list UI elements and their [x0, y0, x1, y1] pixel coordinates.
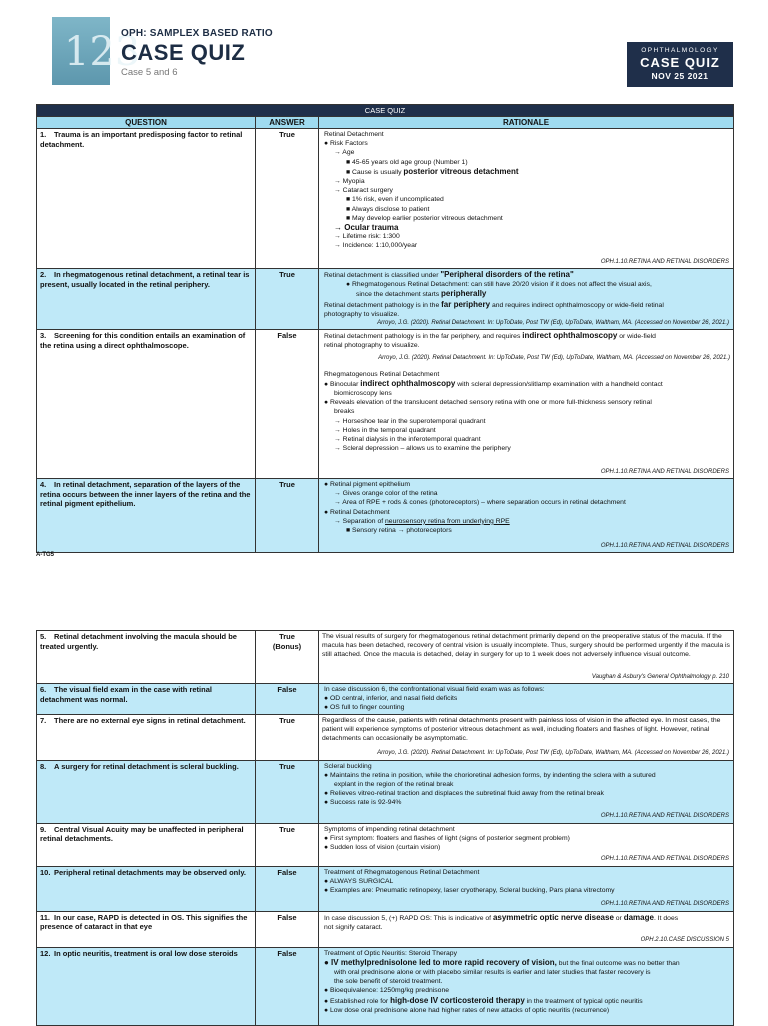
citation: Arroyo, J.G. (2020). Retinal Detachment. In: UpToDate, Post TW (Ed), UpToDate, Waltham, MA. (Accessed on November 26, 2021.): [377, 319, 729, 326]
table-row-8: [37, 760, 734, 823]
rationale-line: ● OD central, inferior, and nasal field deficits: [324, 695, 458, 703]
rationale-line: ● Retinal pigment epithelium: [324, 481, 411, 488]
table-row-9: [37, 823, 734, 866]
rationale-underline: neurosensory retina from underlying RPE: [385, 517, 510, 525]
rationale-line: ● Examples are: Pneumatic retinopexy, laser cryotherapy, Scleral bucking, Pars plana vitrectomy: [324, 887, 615, 895]
answer: True: [256, 823, 319, 866]
reference-tag: OPH.1.10.RETINA AND RETINAL DISORDERS: [600, 901, 729, 908]
rationale-line: ● Risk Factors: [324, 140, 368, 148]
rationale-text: since the detachment starts: [356, 291, 440, 299]
rationale-emphasis: peripherally: [441, 289, 487, 299]
rationale-line: with oral prednisone alone or with placebo similar results is earlier and later studies that faster recovery is: [334, 969, 651, 977]
answer: False: [256, 947, 319, 1025]
rationale-paragraph: Regardless of the cause, patients with retinal detachments present with painless loss of vision in the affected eye. In most cases, the patient will experience symptoms of posterior vitreous detachment as well, including floaters and flashes of light. However, retinal detachments can occasionally be asymptomatic.: [322, 716, 721, 743]
rationale-emphasis: asymmetric optic nerve disease: [492, 912, 614, 922]
rationale-emphasis: damage: [623, 912, 654, 922]
rationale-line: → Holes in the temporal quadrant: [334, 426, 436, 434]
rationale-line: breaks: [334, 408, 355, 416]
answer: False: [256, 866, 319, 911]
rationale-text: ■ Cause is usually: [346, 168, 402, 176]
rationale: [319, 330, 734, 479]
rationale-line: ● Sudden loss of vision (curtain vision): [324, 844, 441, 852]
rationale-line: ■ 1% risk, even if uncomplicated: [346, 196, 444, 204]
reference-tag: OPH.2.10.CASE DISCUSSION 5: [640, 937, 729, 944]
rationale-text: but the final outcome was no better than: [558, 959, 680, 967]
quiz-table-1: [36, 104, 734, 553]
rationale: [319, 269, 734, 330]
rationale: [319, 911, 734, 947]
badge-department: OPHTHALMOLOGY: [641, 47, 719, 54]
question-number: 4.: [40, 480, 47, 489]
rationale-line: ● Rhegmatogenous Retinal Detachment: can still have 20/20 vision if it does not affect the visual axis,: [346, 281, 652, 289]
question-text: Trauma is an important predisposing factor to retinal detachment.: [40, 130, 243, 149]
rationale-text: Retinal detachment pathology is in the: [324, 301, 440, 309]
table-row-12: [37, 947, 734, 1025]
question-number: 5.: [40, 632, 47, 641]
question-text: In retinal detachment, separation of the layers of the retina occurs between the inner layers of the retina and the retinal pigment epithelium.: [40, 480, 251, 508]
rationale-line: [322, 996, 730, 1006]
rationale-line: [322, 913, 730, 923]
table-row-4: [37, 479, 734, 553]
rationale: [319, 631, 734, 684]
citation: Arroyo, J.G. (2020). Retinal Detachment. In: UpToDate, Post TW (Ed), UpToDate, Waltham, MA. (Accessed on November 26, 2021.): [378, 355, 730, 362]
rationale-line: ■ Sensory retina → photoreceptors: [346, 527, 452, 535]
table-row-10: [37, 866, 734, 911]
table-row-2: [37, 269, 734, 330]
rationale-line: → Horseshoe tear in the superotemporal quadrant: [334, 417, 486, 425]
rationale-text: or: [615, 914, 622, 922]
reference-tag: OPH.1.10.RETINA AND RETINAL DISORDERS: [600, 468, 729, 475]
table-row-7: [37, 714, 734, 760]
page-title: CASE QUIZ: [121, 40, 246, 65]
answer: True: [279, 632, 295, 641]
rationale: [319, 479, 734, 553]
question-number: 9.: [40, 824, 47, 834]
rationale: [319, 684, 734, 715]
rationale: [319, 866, 734, 911]
rationale-line: [322, 379, 730, 389]
rationale-line: ● First symptom: floaters and flashes of light (signs of posterior segment problem): [324, 834, 570, 842]
badge-title: CASE QUIZ: [640, 55, 720, 70]
question-text: In our case, RAPD is detected in OS. This signifies the presence of cataract in that eye: [40, 912, 248, 932]
question-number: 3.: [40, 331, 47, 340]
rationale-line: ■ Always disclose to patient: [346, 205, 430, 213]
rationale-line: ● Relieves vitreo-retinal traction and displaces the subretinal fluid away from the retinal break: [324, 790, 604, 798]
rationale-line: → Area of RPE + rods & cones (photoreceptors) – where separation occurs in retinal detachment: [334, 499, 626, 507]
rationale-line: ● ALWAYS SURGICAL: [324, 877, 394, 885]
rationale-line: ■ 45-65 years old age group (Number 1): [346, 158, 468, 166]
rationale-text: In case discussion 5, (+) RAPD OS: This is indicative of: [324, 914, 492, 922]
reference-tag: OPH.1.10.RETINA AND RETINAL DISORDERS: [600, 542, 729, 549]
rationale-line: In case discussion 6, the confrontational visual field exam was as follows:: [324, 686, 545, 693]
table-row-5: [37, 631, 734, 684]
rationale-text: ● Established role for: [324, 997, 389, 1005]
badge-date: NOV 25 2021: [651, 71, 709, 81]
question-number: 11.: [40, 912, 51, 922]
svg-text:123: 123: [64, 29, 141, 75]
rationale-emphasis: indirect ophthalmoscopy: [360, 378, 456, 388]
rationale-text: and requires indirect ophthalmoscopy or wide-field retinal: [491, 301, 664, 309]
rationale-text: . It does: [653, 914, 679, 922]
footer-label: A-TG5: [36, 552, 54, 558]
quiz-table-2: [36, 630, 734, 1026]
rationale-line: Treatment of Optic Neuritis: Steroid Therapy: [324, 949, 457, 957]
answer: False: [256, 911, 319, 947]
question-number: 8.: [40, 761, 47, 771]
table-row-6: [37, 684, 734, 715]
rationale-line: [322, 958, 730, 968]
rationale-paragraph: The visual results of surgery for rhegmatogenous retinal detachment primarily depend on the preoperative status of the macula. If the macula has been detached, recovery of central vision is usually incomplete. Thus, surgery should be performed urgently if the macula is still attached. Once the macula is detached, delay in surgery for up to 1 week does not adversely influence visual outcome.: [322, 633, 730, 659]
rationale-text: → Separation of: [334, 517, 384, 525]
rationale-line: Retinal Detachment: [324, 131, 384, 138]
rationale-line: photography to visualize.: [324, 310, 400, 318]
case-subtitle: Case 5 and 6: [121, 67, 178, 78]
rationale-line: → Lifetime risk: 1:300: [334, 233, 400, 241]
logo: [52, 17, 141, 85]
rationale: [319, 760, 734, 823]
question-text: A surgery for retinal detachment is scleral buckling.: [54, 761, 239, 771]
rationale-line: → Retinal dialysis in the inferotemporal quadrant: [334, 436, 481, 444]
table-row-3: [37, 330, 734, 479]
rationale-line: → Incidence: 1:10,000/year: [334, 242, 418, 250]
rationale: [319, 823, 734, 866]
col-rationale-header: RATIONALE: [319, 117, 734, 129]
rationale-text: with scleral depression/slitlamp examination with a handheld contact: [457, 380, 663, 388]
answer: False: [256, 330, 319, 479]
citation: Vaughan & Asbury's General Ophthalmology p. 210: [591, 673, 729, 680]
reference-tag: OPH.1.10.RETINA AND RETINAL DISORDERS: [600, 856, 729, 863]
rationale-line: ● Retinal Detachment: [324, 508, 390, 516]
rationale-text: Retinal detachment is classified under: [324, 272, 439, 279]
rationale-line: [322, 300, 730, 310]
rationale-line: ● OS full to finger counting: [324, 704, 405, 712]
answer: True: [256, 129, 319, 269]
table-title: CASE QUIZ: [37, 105, 734, 117]
brand-subtitle: OPH: SAMPLEX BASED RATIO: [121, 28, 273, 39]
rationale-text: ● Binocular: [324, 380, 359, 388]
rationale-text: or wide-field: [619, 333, 656, 340]
rationale-line: [322, 167, 730, 177]
rationale-text: in the treatment of typical optic neuritis: [526, 997, 643, 1005]
rationale: [319, 714, 734, 760]
rationale-emphasis: indirect ophthalmoscopy: [522, 331, 618, 340]
rationale-line: the sole benefit of steroid treatment.: [334, 978, 443, 986]
rationale-line: biomicroscopy lens: [334, 390, 392, 398]
rationale-line: explant in the region of the retinal break: [334, 781, 454, 789]
rationale-line: retinal photography to visualize.: [324, 342, 420, 350]
question-number: 1.: [40, 130, 47, 139]
rationale-line: Symptoms of impending retinal detachment: [324, 825, 455, 833]
rationale-emphasis: → Ocular trauma: [334, 223, 399, 233]
rationale-line: Scleral buckling: [324, 762, 372, 770]
question-number: 6.: [40, 685, 47, 694]
col-question-header: QUESTION: [37, 117, 256, 129]
question-number: 10.: [40, 867, 51, 877]
rationale-line: ● Bioequivalence: 1250mg/kg prednisone: [324, 987, 450, 995]
rationale-line: ● Success rate is 92-94%: [324, 799, 402, 807]
question-number: 2.: [40, 270, 47, 279]
rationale-line: ■ May develop earlier posterior vitreous detachment: [346, 214, 503, 222]
rationale-line: ● Reveals elevation of the translucent detached sensory retina with one or more full-thickness sensory retinal: [324, 399, 652, 407]
rationale-emphasis: posterior vitreous detachment: [403, 166, 519, 176]
rationale-line: [322, 517, 730, 526]
rationale-line: ● Maintains the retina in position, while the chorioretinal adhesion forms, by indenting the sclera with a sutured: [324, 771, 656, 779]
reference-tag: OPH.1.10.RETINA AND RETINAL DISORDERS: [600, 813, 729, 820]
question-number: 12.: [40, 948, 51, 958]
rationale-line: → Cataract surgery: [334, 187, 393, 195]
rationale-line: not signify cataract.: [324, 923, 383, 931]
rationale: [319, 129, 734, 269]
rationale-line: Treatment of Rhegmatogenous Retinal Detachment: [324, 868, 480, 876]
rationale-emphasis: ● IV methylprednisolone led to more rapid recovery of vision,: [324, 957, 557, 967]
rationale: [319, 947, 734, 1025]
rationale-emphasis: far periphery: [441, 299, 491, 309]
rationale-line: → Myopia: [334, 178, 365, 186]
rationale-line: [322, 289, 730, 299]
rationale-line: → Scleral depression – allows us to examine the periphery: [334, 445, 511, 453]
answer-note: (Bonus): [272, 641, 302, 651]
question-text: In optic neuritis, treatment is oral low dose steroids: [54, 948, 238, 958]
citation: Arroyo, J.G. (2020). Retinal Detachment. In: UpToDate, Post TW (Ed), UpToDate, Waltham, MA. (Accessed on November 26, 2021.): [377, 750, 729, 757]
table-row-1: [37, 129, 734, 269]
col-answer-header: ANSWER: [256, 117, 319, 129]
answer: True: [256, 760, 319, 823]
question-text: Peripheral retinal detachments may be observed only.: [54, 867, 247, 877]
answer: True: [256, 714, 319, 760]
question-text: There are no external eye signs in retinal detachment.: [54, 715, 246, 725]
rationale-emphasis: "Peripheral disorders of the retina": [440, 270, 574, 279]
table-row-11: [37, 911, 734, 947]
rationale-line: → Gives orange color of the retina: [334, 490, 438, 498]
question-text: In rhegmatogenous retinal detachment, a retinal tear is present, usually located in the retinal periphery.: [40, 270, 250, 289]
answer: False: [256, 684, 319, 715]
rationale-line: [322, 331, 730, 341]
rationale-line: → Age: [334, 149, 355, 157]
question-number: 7.: [40, 715, 47, 725]
rationale-emphasis: high-dose IV corticosteroid therapy: [390, 995, 525, 1005]
rationale-line: [322, 270, 730, 280]
rationale-text: Retinal detachment pathology is in the far periphery, and requires: [324, 333, 521, 340]
question-text: Retinal detachment involving the macula should be treated urgently.: [40, 632, 237, 651]
reference-tag: OPH.1.10.RETINA AND RETINAL DISORDERS: [600, 258, 729, 265]
question-text: Central Visual Acuity may be unaffected in peripheral retinal detachments.: [40, 824, 244, 844]
rationale-line: ● Low dose oral prednisone alone had higher rates of new attacks of optic neuritis (recurrence): [324, 1006, 610, 1014]
question-text: The visual field exam in the case with retinal detachment was normal.: [40, 685, 212, 704]
answer: True: [256, 479, 319, 553]
rationale-line: Rhegmatogenous Retinal Detachment: [324, 370, 440, 378]
header-badge: [627, 42, 733, 87]
answer: True: [256, 269, 319, 330]
question-text: Screening for this condition entails an examination of the retina using a direct ophthalmoscope.: [40, 331, 246, 350]
